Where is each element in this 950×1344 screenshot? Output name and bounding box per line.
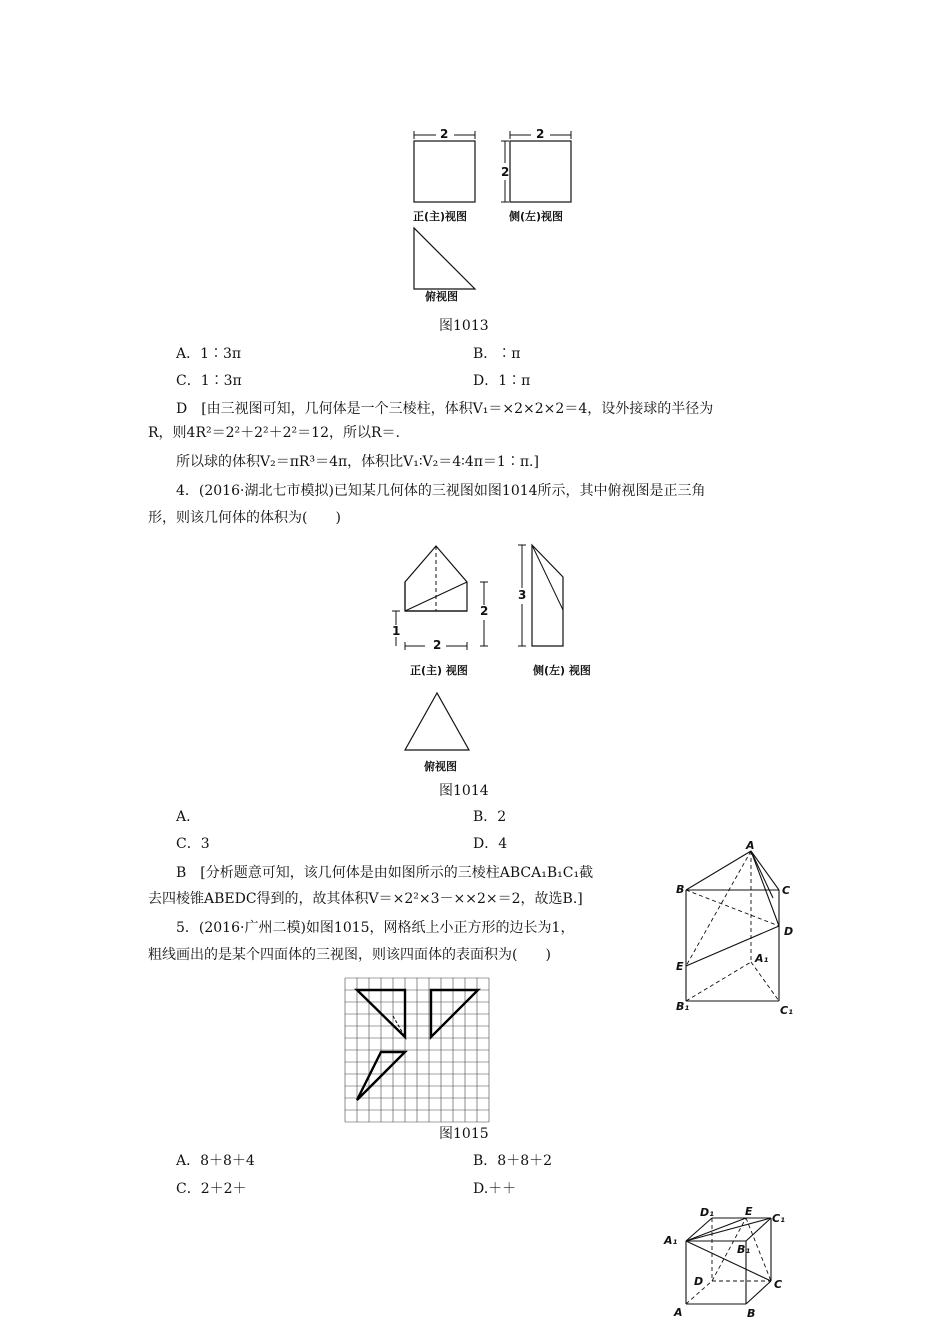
fig1013-dim-side-w: 2 — [536, 127, 545, 141]
fig1014-dim-bottom: 2 — [433, 638, 442, 652]
fig1015-caption: 图1015 — [439, 1126, 489, 1142]
cube-label-a: A — [674, 1306, 683, 1319]
q5-option-c: C．2＋2＋ — [176, 1181, 247, 1197]
prism-label-a: A — [746, 839, 755, 852]
fig1013-dim-side-h: 2 — [501, 165, 510, 179]
cube-label-e: E — [745, 1205, 753, 1218]
q5-option-b: B．8＋8＋2 — [473, 1153, 553, 1169]
q3-option-c: C．1∶3π — [176, 373, 242, 389]
q4-option-b: B．2 — [473, 809, 507, 825]
q5-stem-line2: 粗线画出的是某个四面体的三视图，则该四面体的表面积为( ) — [148, 947, 551, 963]
prism-label-d: D — [784, 925, 794, 938]
prism-label-b: B — [676, 883, 685, 896]
q3-option-a: A．1∶3π — [176, 346, 242, 362]
fig1014-dim-right: 2 — [480, 604, 489, 618]
fig1013-front-label: 正(主)视图 — [413, 210, 468, 223]
fig1014-top-label: 俯视图 — [424, 760, 457, 773]
fig1013-caption: 图1013 — [439, 318, 489, 334]
q5-option-a: A．8＋8＋4 — [176, 1153, 255, 1169]
q5-stem-line1: 5．(2016·广州二模)如图1015，网格纸上小正方形的边长为1， — [176, 920, 575, 936]
cube-label-c1: C₁ — [772, 1212, 785, 1225]
q3-option-b: B．∶π — [473, 346, 521, 362]
fig1014-dim-left: 1 — [392, 624, 401, 638]
q4-option-a: A. — [176, 809, 191, 825]
q3-option-d: D．1∶π — [473, 373, 531, 389]
prism-label-c: C — [782, 884, 791, 897]
q3-solution-line2: R，则4R²＝2²＋2²＋2²＝12，所以R＝. — [148, 425, 400, 441]
prism-label-e: E — [676, 960, 684, 973]
prism-label-b1: B₁ — [676, 1000, 690, 1013]
fig1014-front-label: 正(主) 视图 — [410, 664, 468, 677]
q4-stem-line1: 4．(2016·湖北七市模拟)已知某几何体的三视图如图1014所示，其中俯视图是正三角 — [176, 483, 706, 499]
fig1014-caption: 图1014 — [439, 783, 489, 799]
cube-label-a1: A₁ — [664, 1234, 678, 1247]
cube-label-b: B — [747, 1307, 756, 1320]
cube-label-d: D — [694, 1275, 704, 1288]
cube-label-b1: B₁ — [737, 1243, 751, 1256]
fig1014-dim-side: 3 — [518, 588, 527, 602]
fig1013-top-label: 俯视图 — [425, 290, 458, 303]
q3-solution-line1: D [由三视图可知，几何体是一个三棱柱，体积V₁＝×2×2×2＝4，设外接球的半径为 — [176, 401, 714, 417]
q4-solution-line2: 去四棱锥ABEDC得到的，故其体积V＝×2²×3－××2×＝2，故选B.] — [148, 891, 583, 907]
prism-label-a1: A₁ — [755, 952, 769, 965]
q4-solution-line1: B [分析题意可知，该几何体是由如图所示的三棱柱ABCA₁B₁C₁截 — [176, 865, 594, 881]
fig1014-side-label: 侧(左) 视图 — [533, 664, 591, 677]
q3-solution-line3: 所以球的体积V₂＝πR³＝4π，体积比V₁∶V₂＝4∶4π＝1∶π.] — [176, 454, 539, 470]
cube-label-c: C — [774, 1278, 783, 1291]
fig1013-dim-front: 2 — [440, 127, 449, 141]
q4-option-c: C．3 — [176, 836, 210, 852]
q4-option-d: D．4 — [473, 836, 508, 852]
prism-label-c1: C₁ — [780, 1004, 793, 1017]
fig1013-side-label: 侧(左)视图 — [509, 210, 564, 223]
q5-option-d: D.＋＋ — [473, 1181, 517, 1197]
q4-stem-line2: 形，则该几何体的体积为( ) — [148, 510, 341, 526]
cube-label-d1: D₁ — [700, 1206, 714, 1219]
